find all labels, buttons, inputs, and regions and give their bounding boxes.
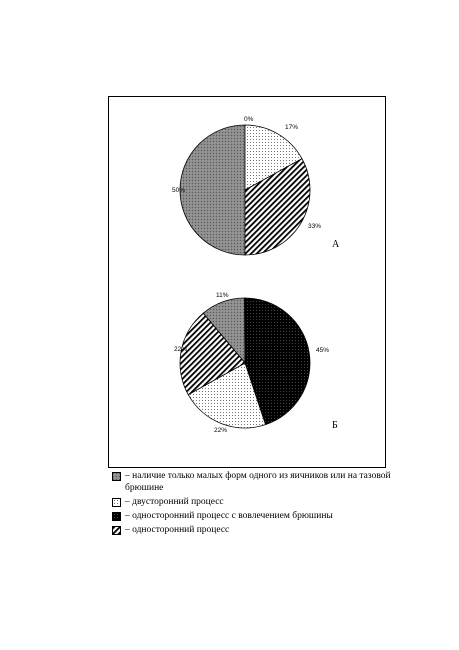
legend-item-only-small [112,470,412,494]
pie-chart-a [172,116,321,255]
panel-label-a: А [332,239,340,250]
legend-text: – двусторонний процесс [125,497,224,507]
hatch-swatch-icon [112,526,121,535]
slice-data-label: 33% [308,223,322,230]
slice-data-label: 22% [174,346,188,353]
slice-data-label: 0% [244,116,254,123]
gray-swatch-icon [112,472,121,481]
pie-chart-b [174,292,329,434]
legend-item-unilateral [112,524,412,536]
slice-data-label: 11% [216,292,229,299]
legend-item-unilateral-peritoneum [112,510,412,522]
legend-text: – односторонний процесс [125,525,230,535]
slice-data-label: 22% [214,427,228,434]
slice-data-label: 45% [316,347,330,354]
legend [112,470,412,538]
slice-data-label: 50% [172,187,186,194]
dotted-swatch-icon [112,498,121,507]
slice-data-label: 17% [285,124,299,131]
pie-slice-only_small [180,125,245,255]
panel-label-b: Б [332,420,338,431]
legend-text: – односторонний процесс с вовлечением брюшины [125,511,333,521]
legend-item-bilateral [112,496,412,508]
black-swatch-icon [112,512,121,521]
legend-text: – наличие только малых форм одного из яичников или на тазовой брюшине [125,471,391,493]
